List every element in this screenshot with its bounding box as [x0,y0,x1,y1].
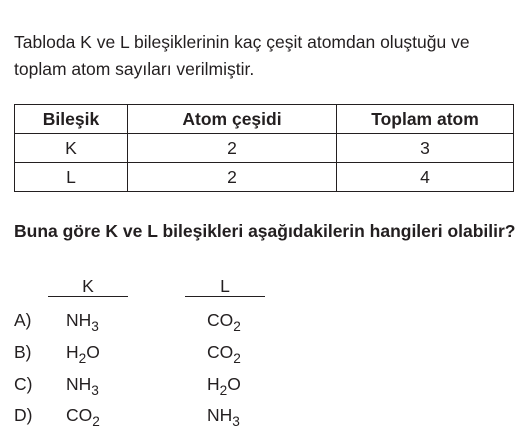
table-header-row [15,105,514,134]
question-text: Buna göre K ve L bileşikleri aşağıdakilerin hangileri olabilir? [14,221,516,241]
cell-compound: K [15,134,128,163]
table-row [15,163,514,192]
option-letter: B) [14,342,32,362]
header-total-atoms: Toplam atom [337,105,514,134]
cell-total-atoms: 4 [337,163,514,192]
column-k-underline [48,296,128,297]
option-c-l-formula: $H_2O$ [207,374,241,398]
cell-total-atoms: 3 [337,134,514,163]
option-b-k-formula: $H_2O$ [66,342,100,366]
cell-compound: L [15,163,128,192]
column-header-l: L [220,276,230,296]
option-letter: A) [14,310,32,330]
option-a-l-formula: $CO_2$ [207,310,241,334]
header-atom-types: Atom çeşidi [128,105,337,134]
cell-atom-types: 2 [128,163,337,192]
option-d-l-formula: $NH_3$ [207,405,240,429]
column-header-k: K [82,276,94,296]
option-letter: D) [14,405,33,425]
option-d-k-formula: $CO_2$ [66,405,100,429]
intro-text: Tabloda K ve L bileşiklerinin kaç çeşit atomdan oluştuğu ve toplam atom sayıları verilmiştir. [14,32,470,79]
cell-atom-types: 2 [128,134,337,163]
option-a-k-formula: $NH_3$ [66,310,99,334]
compound-table [14,104,514,192]
column-l-underline [185,296,265,297]
option-c-k-formula: $NH_3$ [66,374,99,398]
option-letter: C) [14,374,33,394]
header-compound: Bileşik [15,105,128,134]
table-row [15,134,514,163]
option-b-l-formula: $CO_2$ [207,342,241,366]
